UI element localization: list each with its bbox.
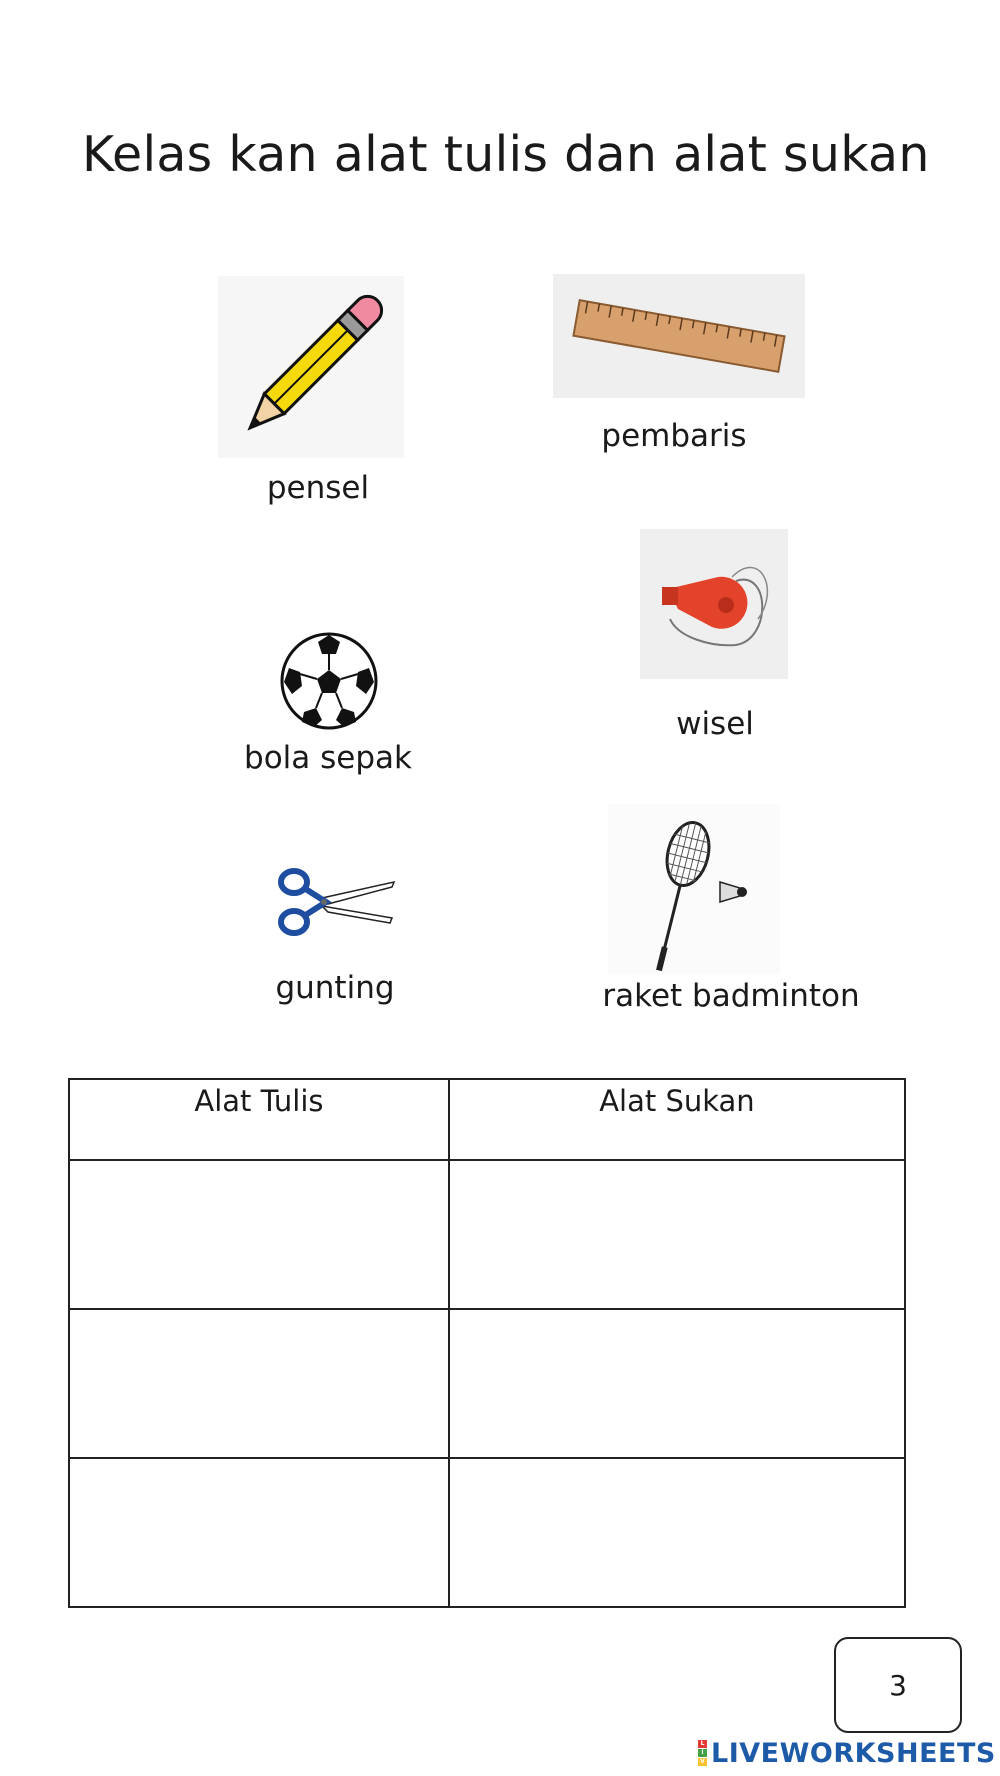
item-label-raket-badminton[interactable]: raket badminton [602, 978, 860, 1014]
header-alat-sukan: Alat Sukan [449, 1079, 905, 1160]
drop-cell-alat-tulis[interactable] [69, 1160, 449, 1309]
scissors-icon[interactable] [276, 862, 396, 942]
table-header-row [69, 1079, 905, 1160]
liveworksheets-icon [698, 1740, 707, 1766]
table-row [69, 1309, 905, 1458]
table-row [69, 1458, 905, 1607]
header-alat-tulis: Alat Tulis [69, 1079, 449, 1160]
item-label-wisel[interactable]: wisel [676, 706, 754, 742]
item-label-pembaris[interactable]: pembaris [601, 418, 747, 454]
drop-cell-alat-sukan[interactable] [449, 1309, 905, 1458]
drop-cell-alat-sukan[interactable] [449, 1458, 905, 1607]
pencil-image[interactable] [218, 276, 404, 458]
page-number: 3 [834, 1637, 962, 1733]
liveworksheets-logo [698, 1738, 996, 1768]
item-label-pensel[interactable]: pensel [266, 470, 370, 506]
drop-cell-alat-sukan[interactable] [449, 1160, 905, 1309]
worksheet-title: Kelas kan alat tulis dan alat sukan [82, 126, 930, 183]
drop-cell-alat-tulis[interactable] [69, 1309, 449, 1458]
brand-name: LIVEWORKSHEETS [711, 1737, 996, 1769]
logo-letter-v: V [698, 1758, 707, 1766]
table-row [69, 1160, 905, 1309]
drop-cell-alat-tulis[interactable] [69, 1458, 449, 1607]
logo-letter-l: L [698, 1740, 707, 1748]
soccer-ball-icon[interactable] [274, 626, 384, 736]
badminton-racket-icon[interactable] [608, 804, 780, 974]
sorting-table [68, 1078, 906, 1608]
logo-letter-i: I [698, 1749, 707, 1757]
item-label-gunting[interactable]: gunting [275, 970, 395, 1006]
item-label-bola-sepak[interactable]: bola sepak [244, 740, 412, 776]
ruler-image[interactable] [553, 274, 805, 398]
whistle-image[interactable] [640, 529, 788, 679]
